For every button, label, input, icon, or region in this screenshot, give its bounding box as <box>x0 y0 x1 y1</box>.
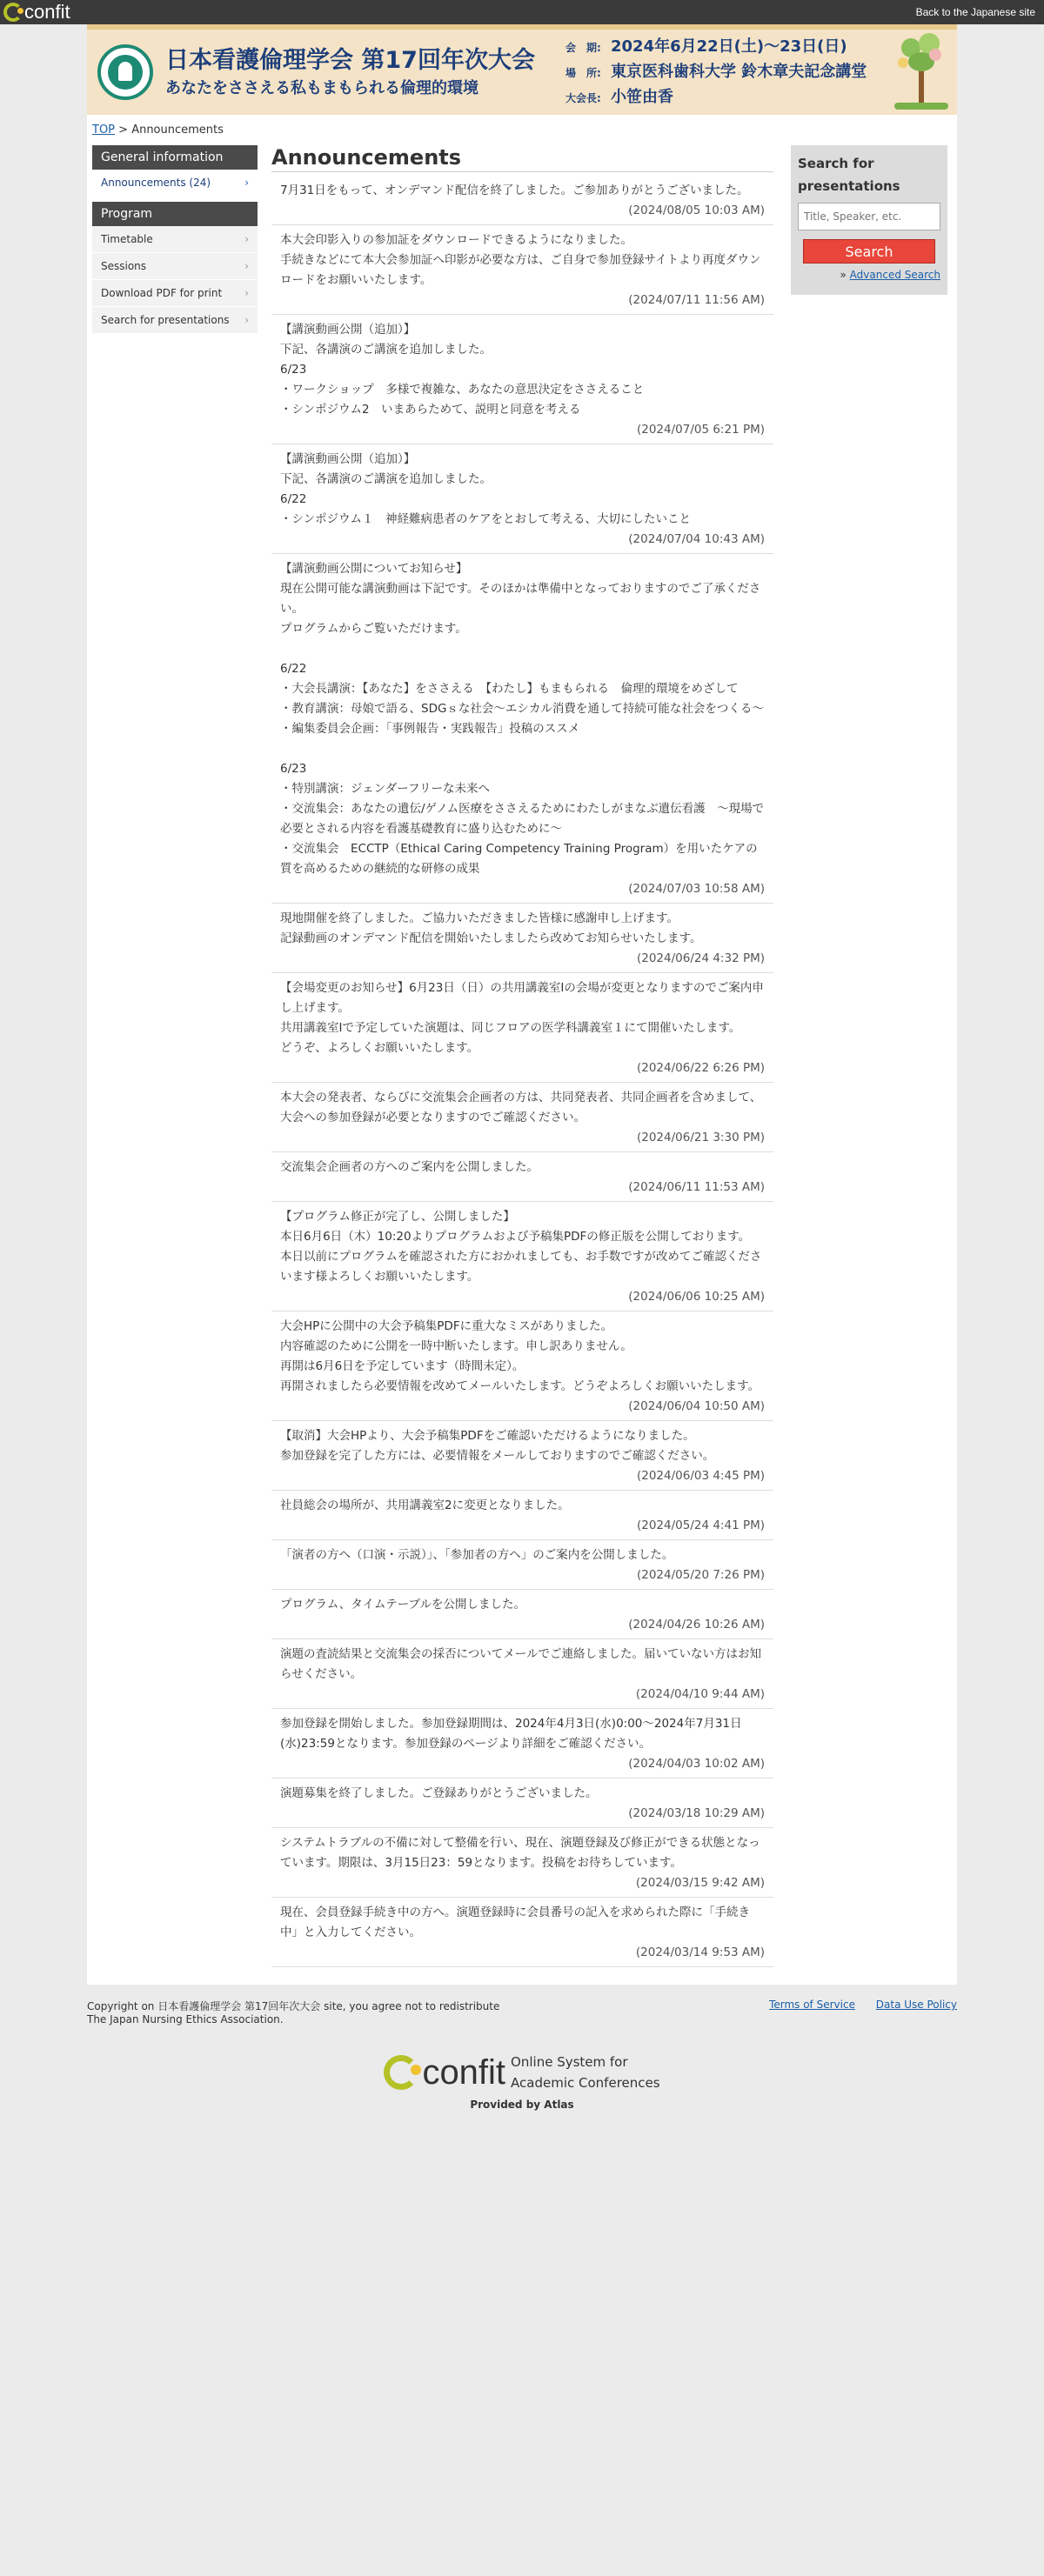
announcement-item <box>271 1421 773 1491</box>
info-president: 小笹由香 <box>611 88 673 106</box>
announcement-body: 【講演動画公開（追加）】 下記、各講演のご講演を追加しました。 6/22 ・シンポジウム１ 神経難病患者のケアをとおして考える、大切にしたいこと <box>280 452 692 526</box>
sidebar-item-label: Search for presentations <box>101 314 230 326</box>
confit-logo-icon <box>3 3 23 22</box>
sidebar-heading-general: General information <box>92 145 258 170</box>
announcement-body: 演題の査読結果と交流集会の採否についてメールでご連絡しました。届いていない方はお知らせください。 <box>280 1647 761 1681</box>
announcement-body: 【会場変更のお知らせ】6月23日（日）の共用講義室Ⅰの会場が変更となりますのでご案内申し上げます。 共用講義室Ⅰで予定していた演題は、同じフロアの医学科講義室１にて開催いたします。 どうぞ、よろしくお願いいたします。 <box>280 981 764 1055</box>
footer-links <box>752 1999 957 2025</box>
advanced-search <box>798 269 940 281</box>
announcement-date: (2024/03/14 9:53 AM) <box>635 1945 765 1959</box>
data-policy-link[interactable]: Data Use Policy <box>875 1999 957 2011</box>
chevron-right-icon: › <box>244 260 249 272</box>
sidebar-item-label: Timetable <box>101 233 153 245</box>
announcement-date: (2024/03/15 9:42 AM) <box>635 1876 765 1890</box>
info-key: 会 期: <box>566 42 601 54</box>
sidebar-item-search-presentations[interactable] <box>92 307 258 334</box>
announcement-date: (2024/08/05 10:03 AM) <box>628 204 765 217</box>
announcement-item <box>271 315 773 444</box>
copyright-line-1: Copyright on 日本看護倫理学会 第17回年次大会 site, you agree not to redistribute <box>87 2000 500 2012</box>
announcement-body: 社員総会の場所が、共用講義室2に変更となりました。 <box>280 1498 570 1512</box>
sidebar-item-sessions[interactable] <box>92 253 258 280</box>
sidebar <box>92 145 258 1967</box>
announcement-date: (2024/06/04 10:50 AM) <box>628 1399 765 1413</box>
announcement-body: 【取消】大会HPより、大会予稿集PDFをご確認いただけるようになりました。 参加登録を完了した方には、必要情報をメールしておりますのでご確認ください。 <box>280 1429 715 1463</box>
announcement-item <box>271 1491 773 1540</box>
back-to-japanese-link[interactable]: Back to the Japanese site <box>915 6 1035 18</box>
provided-by: Provided by Atlas <box>470 2099 574 2111</box>
confit-logo-text: confit <box>24 1 70 23</box>
announcement-body: 参加登録を開始しました。参加登録期間は、2024年4月3日(水)0:00〜2024年7月31日(水)23:59となります。参加登録のページより詳細をご確認ください。 <box>280 1717 742 1751</box>
confit-footer-logo-text: confit <box>422 2052 506 2092</box>
announcement-body: システムトラブルの不備に対して整備を行い、現在、演題登録及び修正ができる状態となっています。期限は、3月15日23：59となります。投稿をお待ちしています。 <box>280 1836 760 1870</box>
conference-banner[interactable] <box>87 24 957 115</box>
page-title: Announcements <box>271 145 773 172</box>
announcement-body: 交流集会企画者の方へのご案内を公開しました。 <box>280 1160 539 1174</box>
announcement-body: 「演者の方へ（口演・示説）」、「参加者の方へ」のご案内を公開しました。 <box>280 1548 674 1562</box>
announcement-body: 現在、会員登録手続き中の方へ。演題登録時に会員番号の記入を求められた際に「手続き中」と入力してください。 <box>280 1905 750 1939</box>
announcement-item <box>271 1152 773 1202</box>
society-seal-icon <box>97 44 153 100</box>
top-bar <box>0 0 1044 24</box>
info-key: 場 所: <box>566 67 601 79</box>
announcement-body: プログラム、タイムテーブルを公開しました。 <box>280 1598 526 1612</box>
announcement-date: (2024/06/22 6:26 PM) <box>636 1061 765 1075</box>
advanced-search-prefix: » <box>840 269 850 281</box>
info-date: 2024年6月22日(土)〜23日(日) <box>611 37 847 56</box>
copyright <box>87 1999 499 2025</box>
announcement-item <box>271 1311 773 1421</box>
banner-subtitle: あなたをささえる私もまもられる倫理的環境 <box>165 79 478 97</box>
announcement-date: (2024/07/04 10:43 AM) <box>628 532 765 546</box>
banner-info <box>566 35 867 110</box>
announcement-date: (2024/07/03 10:58 AM) <box>628 882 765 896</box>
search-button[interactable]: Search <box>803 239 935 264</box>
announcement-date: (2024/07/05 6:21 PM) <box>636 423 765 437</box>
footer <box>87 1985 957 2025</box>
announcement-item <box>271 1590 773 1639</box>
announcement-date: (2024/07/11 11:56 AM) <box>628 293 765 307</box>
announcement-item <box>271 225 773 315</box>
announcement-item <box>271 1202 773 1311</box>
announcement-item <box>271 1779 773 1828</box>
copyright-line-2: The Japan Nursing Ethics Association. <box>87 2013 284 2025</box>
announcement-body: 7月31日をもって、オンデマンド配信を終了しました。ご参加ありがとうございました。 <box>280 184 749 197</box>
tree-illustration-icon <box>894 33 948 111</box>
announcement-item <box>271 444 773 554</box>
sidebar-heading-program: Program <box>92 202 258 226</box>
main-content <box>271 145 773 1967</box>
confit-tagline-2: Academic Conferences <box>511 2075 660 2091</box>
confit-tagline-1: Online System for <box>511 2054 628 2070</box>
announcement-date: (2024/05/24 4:41 PM) <box>636 1518 765 1532</box>
announcement-body: 大会HPに公開中の大会予稿集PDFに重大なミスがありました。 内容確認のために公開を一時中断いたします。申し訳ありません。 再開は6月6日を予定しています（時間未定）。 再開されましたら必要情報を改めてメールいたします。どうぞよろしくお願いいたします。 <box>280 1319 760 1393</box>
announcement-item <box>271 1898 773 1967</box>
announcement-date: (2024/06/24 4:32 PM) <box>636 951 765 965</box>
chevron-right-icon: › <box>244 233 249 245</box>
chevron-right-icon: › <box>244 314 249 326</box>
announcement-date: (2024/06/21 3:30 PM) <box>636 1131 765 1145</box>
announcement-item <box>271 1083 773 1152</box>
search-panel-title: Search for presentations <box>798 156 900 194</box>
chevron-right-icon: › <box>244 177 249 189</box>
announcement-body: 【講演動画公開についてお知らせ】 現在公開可能な講演動画は下記です。そのほかは準備中となっておりますのでご了承ください。 プログラムからご覧いただけます。 6/22 ・大会長講演：【あなた】をささえる 【わたし】もまもられる 倫理的環境をめざして ・教育講演：母娘で語る、SDGｓな社会〜エシカル消費を通して持続可能な社会をつくる〜 ・編集委員会企画：「事例報告・実践報告」投稿のススメ 6/23 ・特別講演：ジェンダーフリーな未来へ ・交流集会：あなたの遺伝/ゲノム医療をささえるためにわたしがまなぶ遺伝看護 〜現場で必要とされる内容を看護基礎教育に盛り込むために〜 ・交流集会 ECCTP（Ethical Caring Competency Training Program）を用いたケアの質を高めるための継続的な研修の成果 <box>280 562 765 876</box>
announcement-item <box>271 554 773 904</box>
breadcrumb <box>87 115 957 145</box>
announcement-date: (2024/05/20 7:26 PM) <box>636 1568 765 1582</box>
confit-footer-logo[interactable] <box>384 2053 505 2092</box>
sidebar-item-timetable[interactable] <box>92 226 258 253</box>
confit-logo[interactable] <box>3 1 70 23</box>
page-wrapper <box>87 24 957 1985</box>
announcement-date: (2024/03/18 10:29 AM) <box>628 1806 765 1820</box>
sidebar-item-announcements[interactable] <box>92 170 258 197</box>
announcement-date: (2024/04/03 10:02 AM) <box>628 1757 765 1771</box>
announcement-body: 【講演動画公開（追加）】 下記、各講演のご講演を追加しました。 6/23 ・ワークショップ 多様で複雑な、あなたの意思決定をささえること ・シンポジウム2 いまあらためて、説明と同意を考える <box>280 323 645 417</box>
announcement-item <box>271 1709 773 1779</box>
announcement-date: (2024/06/06 10:25 AM) <box>628 1290 765 1304</box>
announcement-body: 本大会印影入りの参加証をダウンロードできるようになりました。 手続きなどにて本大会参加証へ印影が必要な方は、ご自身で参加登録サイトより再度ダウンロードをお願いいたします。 <box>280 233 761 287</box>
announcement-date: (2024/06/11 11:53 AM) <box>628 1180 765 1194</box>
announcement-item <box>271 1639 773 1709</box>
announcement-date: (2024/04/10 9:44 AM) <box>635 1687 765 1701</box>
announcement-list <box>271 176 773 1967</box>
terms-link[interactable]: Terms of Service <box>769 1999 855 2011</box>
breadcrumb-top-link[interactable]: TOP <box>92 123 116 137</box>
announcement-item <box>271 1540 773 1590</box>
banner-title: 日本看護倫理学会 第17回年次大会 <box>165 47 535 74</box>
chevron-right-icon: › <box>244 287 249 299</box>
confit-footer-brand <box>0 2052 1044 2111</box>
announcement-body: 【プログラム修正が完了し、公開しました】 本日6月6日（木）10:20よりプログラムおよび予稿集PDFの修正版を公開しております。 本日以前にプログラムを確認された方におかれましても、お手数ですが改めてご確認くださいます様よろしくお願いいたします。 <box>280 1210 762 1284</box>
search-input[interactable] <box>798 203 940 230</box>
breadcrumb-current: Announcements <box>131 123 224 137</box>
announcement-body: 現地開催を終了しました。ご協力いただきました皆様に感謝申し上げます。 記録動画のオンデマンド配信を開始いたしましたら改めてお知らせいたします。 <box>280 911 702 945</box>
announcement-body: 本大会の発表者、ならびに交流集会企画者の方は、共同発表者、共同企画者を含めまして、大会への参加登録が必要となりますのでご確認ください。 <box>280 1091 762 1124</box>
sidebar-item-label: Download PDF for print <box>101 287 223 299</box>
announcement-item <box>271 904 773 973</box>
info-key: 大会長: <box>566 92 601 104</box>
announcement-date: (2024/04/26 10:26 AM) <box>628 1618 765 1632</box>
confit-logo-icon <box>384 2055 418 2090</box>
announcement-item <box>271 176 773 225</box>
sidebar-item-label: Announcements (24) <box>101 177 211 189</box>
sidebar-item-download-pdf[interactable] <box>92 280 258 307</box>
sidebar-item-label: Sessions <box>101 260 147 272</box>
announcement-date: (2024/06/03 4:45 PM) <box>636 1469 765 1483</box>
announcement-item <box>271 1828 773 1898</box>
advanced-search-link[interactable]: Advanced Search <box>849 269 940 281</box>
search-panel <box>791 145 947 295</box>
announcement-item <box>271 973 773 1083</box>
breadcrumb-separator: > <box>115 123 132 137</box>
info-venue: 東京医科歯科大学 鈴木章夫記念講堂 <box>611 63 867 81</box>
announcement-body: 演題募集を終了しました。ご登録ありがとうございました。 <box>280 1786 598 1800</box>
